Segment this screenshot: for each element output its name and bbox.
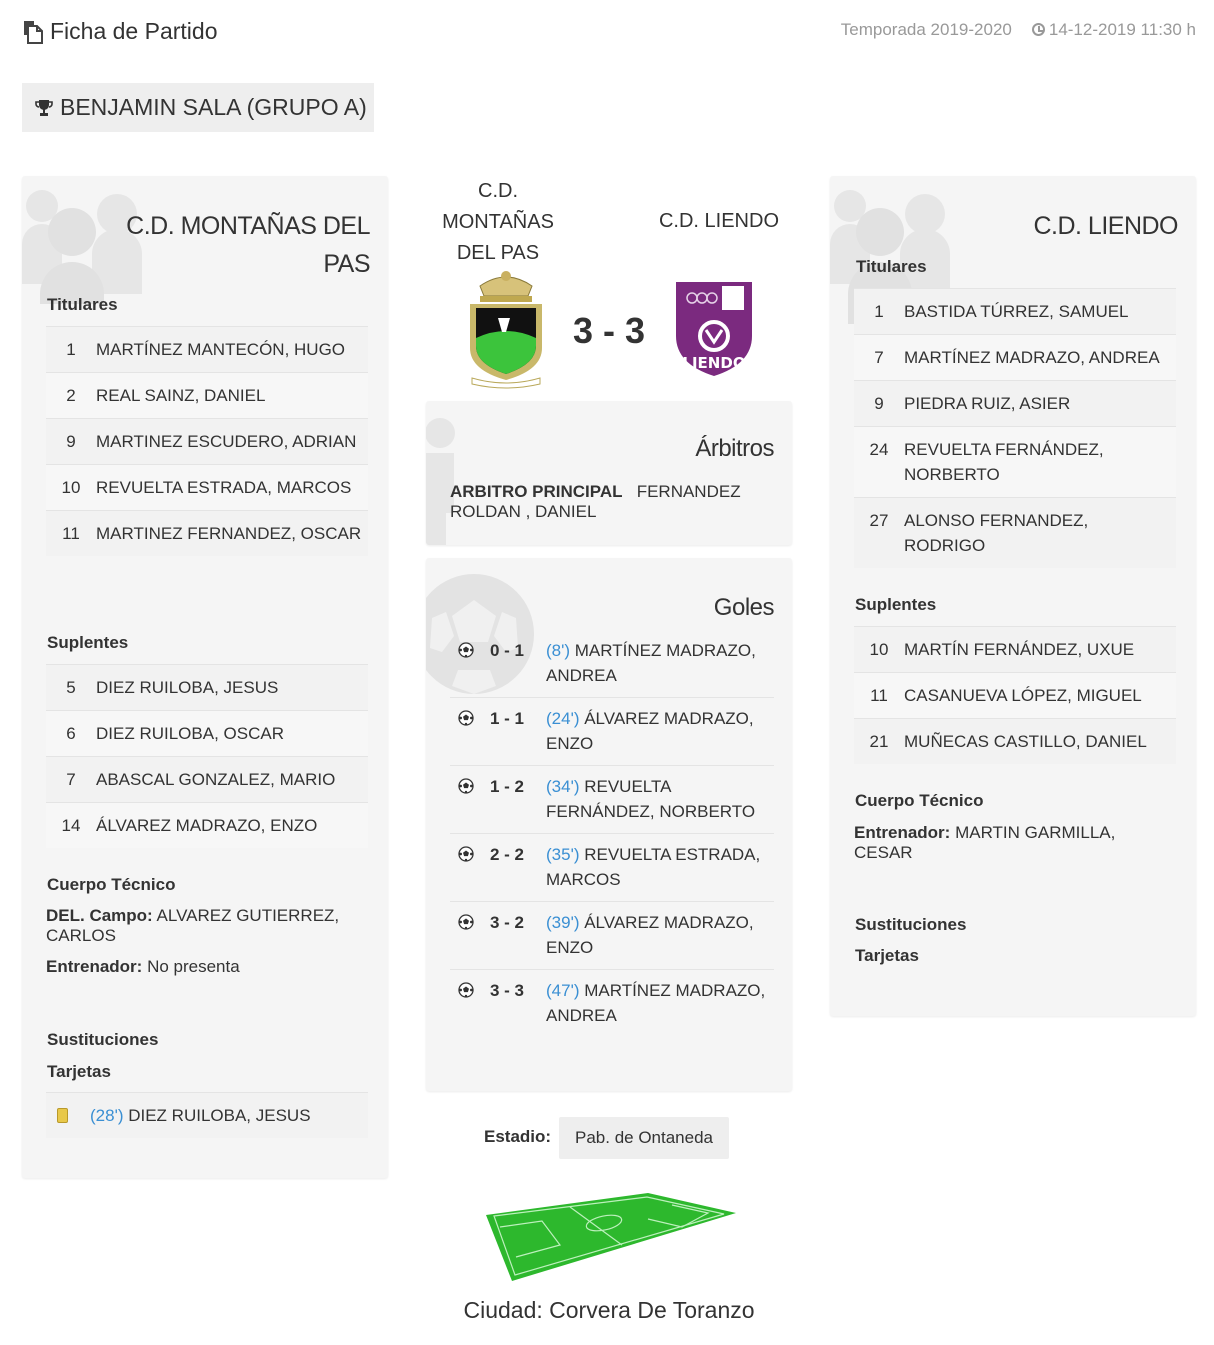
player-number: 6 — [66, 724, 76, 743]
home-staff-delegate — [46, 906, 366, 946]
away-subs-list — [854, 626, 1176, 764]
season-label: Temporada 2019-2020 — [840, 20, 1012, 39]
goal-score: 0 - 1 — [490, 641, 525, 660]
home-staff-coach — [46, 957, 366, 977]
referees-panel — [426, 401, 792, 545]
away-cards-heading: Tarjetas — [855, 946, 919, 965]
goal-detail — [536, 978, 774, 1028]
player-row[interactable] — [46, 326, 368, 372]
player-name: MARTÍNEZ MADRAZO, ANDREA — [904, 348, 1160, 367]
goal-player: MARTÍNEZ MADRAZO, ANDREA — [546, 981, 766, 1025]
player-name: MARTÍN FERNÁNDEZ, UXUE — [904, 640, 1135, 659]
goal-player: REVUELTA ESTRADA, MARCOS — [546, 845, 761, 889]
venue-city: Ciudad: Corvera De Toranzo — [463, 1297, 755, 1323]
home-team-title: C.D. MONTAÑAS DEL PAS — [126, 212, 370, 278]
player-name: BASTIDA TÚRREZ, SAMUEL — [904, 302, 1129, 321]
goal-minute[interactable]: (47') — [546, 981, 580, 1000]
match-score: 3 - 3 — [572, 310, 646, 351]
player-row[interactable] — [854, 672, 1176, 718]
yellow-card-icon — [57, 1108, 68, 1123]
goal-player: ÁLVAREZ MADRAZO, ENZO — [546, 709, 754, 753]
referee-person-icon — [426, 413, 466, 545]
player-number: 1 — [66, 340, 76, 359]
goal-row — [450, 630, 774, 697]
home-substitutions-heading: Sustituciones — [47, 1030, 159, 1049]
staff-name: ALVAREZ GUTIERREZ, CARLOS — [46, 906, 340, 945]
player-number: 24 — [869, 440, 889, 459]
svg-text:LIENDO: LIENDO — [682, 354, 746, 372]
soccer-ball-icon — [450, 706, 476, 756]
referee-entry — [450, 482, 770, 522]
staff-name: No presenta — [147, 957, 240, 976]
competition-badge — [22, 83, 374, 132]
card-row — [46, 1092, 368, 1138]
trophy-icon — [34, 98, 54, 118]
player-row[interactable] — [46, 710, 368, 756]
home-subs-heading: Suplentes — [47, 633, 129, 652]
player-row[interactable] — [46, 372, 368, 418]
player-row[interactable] — [854, 380, 1176, 426]
player-number: 10 — [61, 478, 81, 497]
staff-role: Entrenador: — [46, 957, 143, 976]
staff-name: MARTIN GARMILLA, CESAR — [854, 823, 1116, 862]
goal-score: 1 - 2 — [490, 777, 525, 796]
player-row[interactable] — [46, 510, 368, 556]
player-name: DIEZ RUILOBA, JESUS — [96, 678, 279, 697]
page-title-text: Ficha de Partido — [50, 18, 218, 44]
player-row[interactable] — [46, 418, 368, 464]
player-row[interactable] — [46, 802, 368, 848]
player-number: 2 — [66, 386, 76, 405]
away-substitutions-heading: Sustituciones — [855, 915, 967, 934]
soccer-ball-icon — [450, 910, 476, 960]
goal-player: ÁLVAREZ MADRAZO, ENZO — [546, 913, 754, 957]
away-team-panel — [830, 176, 1196, 1016]
player-name: CASANUEVA LÓPEZ, MIGUEL — [904, 686, 1142, 705]
player-number: 5 — [66, 678, 76, 697]
goal-score: 2 - 2 — [490, 845, 525, 864]
goal-detail — [536, 910, 774, 960]
venue-name[interactable]: Pab. de Ontaneda — [559, 1117, 729, 1159]
soccer-ball-icon — [450, 638, 476, 688]
match-meta — [841, 20, 1196, 40]
away-staff-coach — [854, 823, 1174, 863]
player-row[interactable] — [854, 497, 1176, 568]
away-starters-heading: Titulares — [856, 257, 927, 276]
goal-detail — [536, 706, 774, 756]
home-cards-heading: Tarjetas — [47, 1062, 111, 1081]
player-number: 10 — [869, 640, 889, 659]
soccer-ball-icon — [450, 842, 476, 892]
referee-name: FERNANDEZ ROLDAN , DANIEL — [450, 482, 741, 521]
player-name: PIEDRA RUIZ, ASIER — [904, 394, 1071, 413]
goal-minute[interactable]: (34') — [546, 777, 580, 796]
card-minute[interactable]: (28') — [90, 1106, 124, 1125]
away-starters-list — [854, 288, 1176, 568]
card-player: DIEZ RUILOBA, JESUS — [128, 1106, 311, 1125]
goal-row — [450, 833, 774, 901]
player-name: MARTINEZ ESCUDERO, ADRIAN — [96, 432, 357, 451]
goal-detail — [536, 842, 774, 892]
document-icon — [22, 20, 44, 44]
away-team-title: C.D. LIENDO — [1033, 212, 1178, 240]
goal-score: 3 - 3 — [490, 981, 525, 1000]
home-team-crest[interactable] — [462, 266, 550, 390]
home-starters-list — [46, 326, 368, 556]
player-number: 7 — [874, 348, 884, 367]
player-row[interactable] — [854, 626, 1176, 672]
player-name: MARTINEZ FERNANDEZ, OSCAR — [96, 524, 362, 543]
player-name: REVUELTA FERNÁNDEZ, NORBERTO — [904, 440, 1104, 484]
page-title — [22, 18, 217, 45]
referees-title: Árbitros — [695, 435, 774, 462]
referee-role: ARBITRO PRINCIPAL — [450, 482, 623, 501]
player-number: 1 — [874, 302, 884, 321]
player-name: REAL SAINZ, DANIEL — [96, 386, 266, 405]
player-name: MUÑECAS CASTILLO, DANIEL — [904, 732, 1147, 751]
player-number: 14 — [61, 816, 81, 835]
player-number: 9 — [874, 394, 884, 413]
player-name: ABASCAL GONZALEZ, MARIO — [96, 770, 336, 789]
soccer-ball-icon — [450, 774, 476, 824]
home-subs-list — [46, 664, 368, 848]
away-team-name: C.D. LIENDO — [658, 210, 780, 232]
goal-minute[interactable]: (39') — [546, 913, 580, 932]
goals-list — [450, 630, 774, 1037]
goals-panel — [426, 558, 792, 1091]
goal-detail — [536, 774, 774, 824]
goal-minute[interactable]: (24') — [546, 709, 580, 728]
player-name: ALONSO FERNANDEZ, RODRIGO — [904, 511, 1089, 555]
player-number: 9 — [66, 432, 76, 451]
player-number: 7 — [66, 770, 76, 789]
home-staff-heading: Cuerpo Técnico — [47, 875, 176, 894]
match-datetime-text: 14-12-2019 11:30 h — [1048, 20, 1196, 39]
home-cards-list — [46, 1092, 368, 1138]
competition-name: BENJAMIN SALA (GRUPO A) — [60, 94, 367, 120]
goals-title: Goles — [713, 594, 774, 621]
player-name: DIEZ RUILOBA, OSCAR — [96, 724, 284, 743]
player-row[interactable] — [854, 426, 1176, 497]
player-row[interactable] — [854, 718, 1176, 764]
match-datetime — [1032, 20, 1196, 40]
player-number: 27 — [869, 511, 889, 530]
player-row[interactable] — [854, 288, 1176, 334]
player-row[interactable] — [46, 756, 368, 802]
player-name: ÁLVAREZ MADRAZO, ENZO — [96, 816, 318, 835]
away-team-crest[interactable] — [672, 280, 756, 378]
player-number: 21 — [869, 732, 889, 751]
player-number: 11 — [870, 686, 888, 705]
goal-score: 3 - 2 — [490, 913, 525, 932]
staff-role: Entrenador: — [854, 823, 951, 842]
goal-minute[interactable]: (8') — [546, 641, 571, 660]
staff-role: DEL. Campo: — [46, 906, 153, 925]
player-row[interactable] — [46, 664, 368, 710]
goal-row — [450, 697, 774, 765]
goal-row — [450, 765, 774, 833]
player-name: MARTÍNEZ MANTECÓN, HUGO — [96, 340, 346, 359]
home-team-panel — [22, 176, 388, 1178]
player-name: REVUELTA ESTRADA, MARCOS — [96, 478, 352, 497]
goal-detail — [536, 638, 774, 688]
away-subs-heading: Suplentes — [855, 595, 937, 614]
goal-score: 1 - 1 — [490, 709, 525, 728]
goal-row — [450, 901, 774, 969]
clock-icon — [1032, 23, 1045, 36]
goal-player: MARTÍNEZ MADRAZO, ANDREA — [546, 641, 756, 685]
goal-minute[interactable]: (35') — [546, 845, 580, 864]
player-number: 11 — [62, 524, 80, 543]
away-staff-heading: Cuerpo Técnico — [855, 791, 984, 810]
soccer-ball-icon — [450, 978, 476, 1028]
home-starters-heading: Titulares — [47, 295, 118, 314]
player-row[interactable] — [46, 464, 368, 510]
player-row[interactable] — [854, 334, 1176, 380]
home-team-name: C.D. MONTAÑAS DEL PAS — [442, 180, 554, 264]
goal-row — [450, 969, 774, 1037]
goal-player: REVUELTA FERNÁNDEZ, NORBERTO — [546, 777, 756, 821]
venue-label: Estadio: — [484, 1127, 552, 1146]
pitch-illustration — [486, 1193, 736, 1283]
